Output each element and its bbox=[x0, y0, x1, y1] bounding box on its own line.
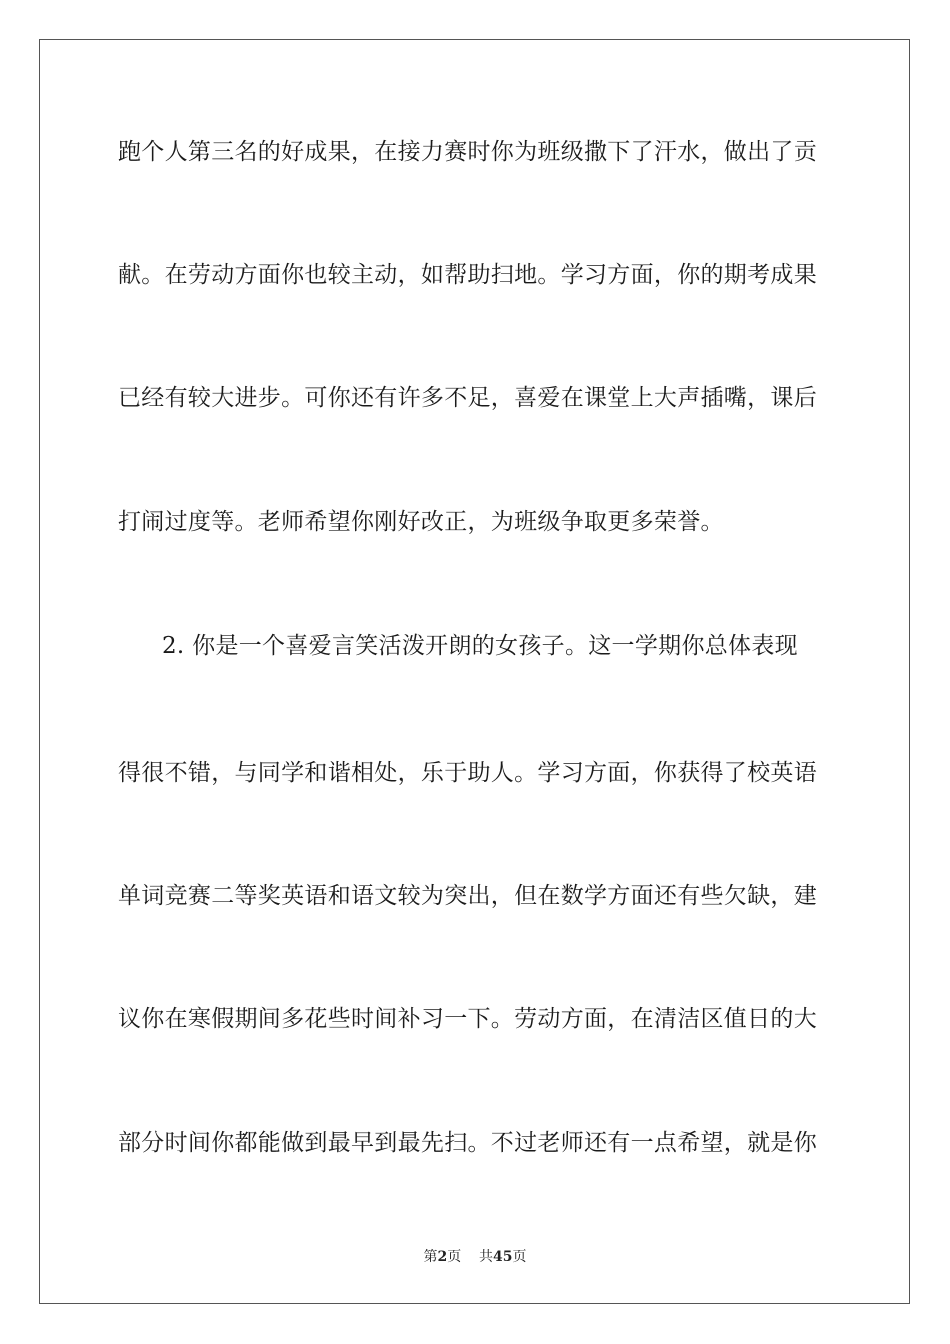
text-line-6: 得很不错，与同学和谐相处，乐于助人。学习方面，你获得了校英语 bbox=[118, 760, 817, 786]
total-suffix: 页 bbox=[512, 1249, 527, 1265]
paragraph-2-first-line: 2. 你是一个喜爱言笑活泼开朗的女孩子。这一学期你总体表现 bbox=[162, 633, 798, 659]
text-line-9: 部分时间你都能做到最早到最先扫。不过老师还有一点希望，就是你 bbox=[118, 1130, 817, 1156]
text-line-3: 已经有较大进步。可你还有许多不足，喜爱在课堂上大声插嘴，课后 bbox=[118, 385, 817, 411]
page-prefix: 第 bbox=[423, 1249, 438, 1265]
total-pages: 45 bbox=[493, 1249, 513, 1265]
page-number: 2 bbox=[437, 1249, 448, 1265]
text-line-2: 献。在劳动方面你也较主动，如帮助扫地。学习方面，你的期考成果 bbox=[118, 262, 817, 288]
text-line-7: 单词竞赛二等奖英语和语文较为突出，但在数学方面还有些欠缺，建 bbox=[118, 883, 817, 909]
text-line-4: 打闹过度等。老师希望你刚好改正，为班级争取更多荣誉。 bbox=[118, 509, 724, 535]
page-footer bbox=[0, 1248, 950, 1266]
page-border bbox=[39, 39, 910, 1304]
text-line-1: 跑个人第三名的好成果，在接力赛时你为班级撒下了汗水，做出了贡 bbox=[118, 139, 817, 165]
page-suffix: 页 bbox=[447, 1249, 462, 1265]
text-line-8: 议你在寒假期间多花些时间补习一下。劳动方面，在清洁区值日的大 bbox=[118, 1006, 817, 1032]
total-prefix: 共 bbox=[479, 1249, 494, 1265]
